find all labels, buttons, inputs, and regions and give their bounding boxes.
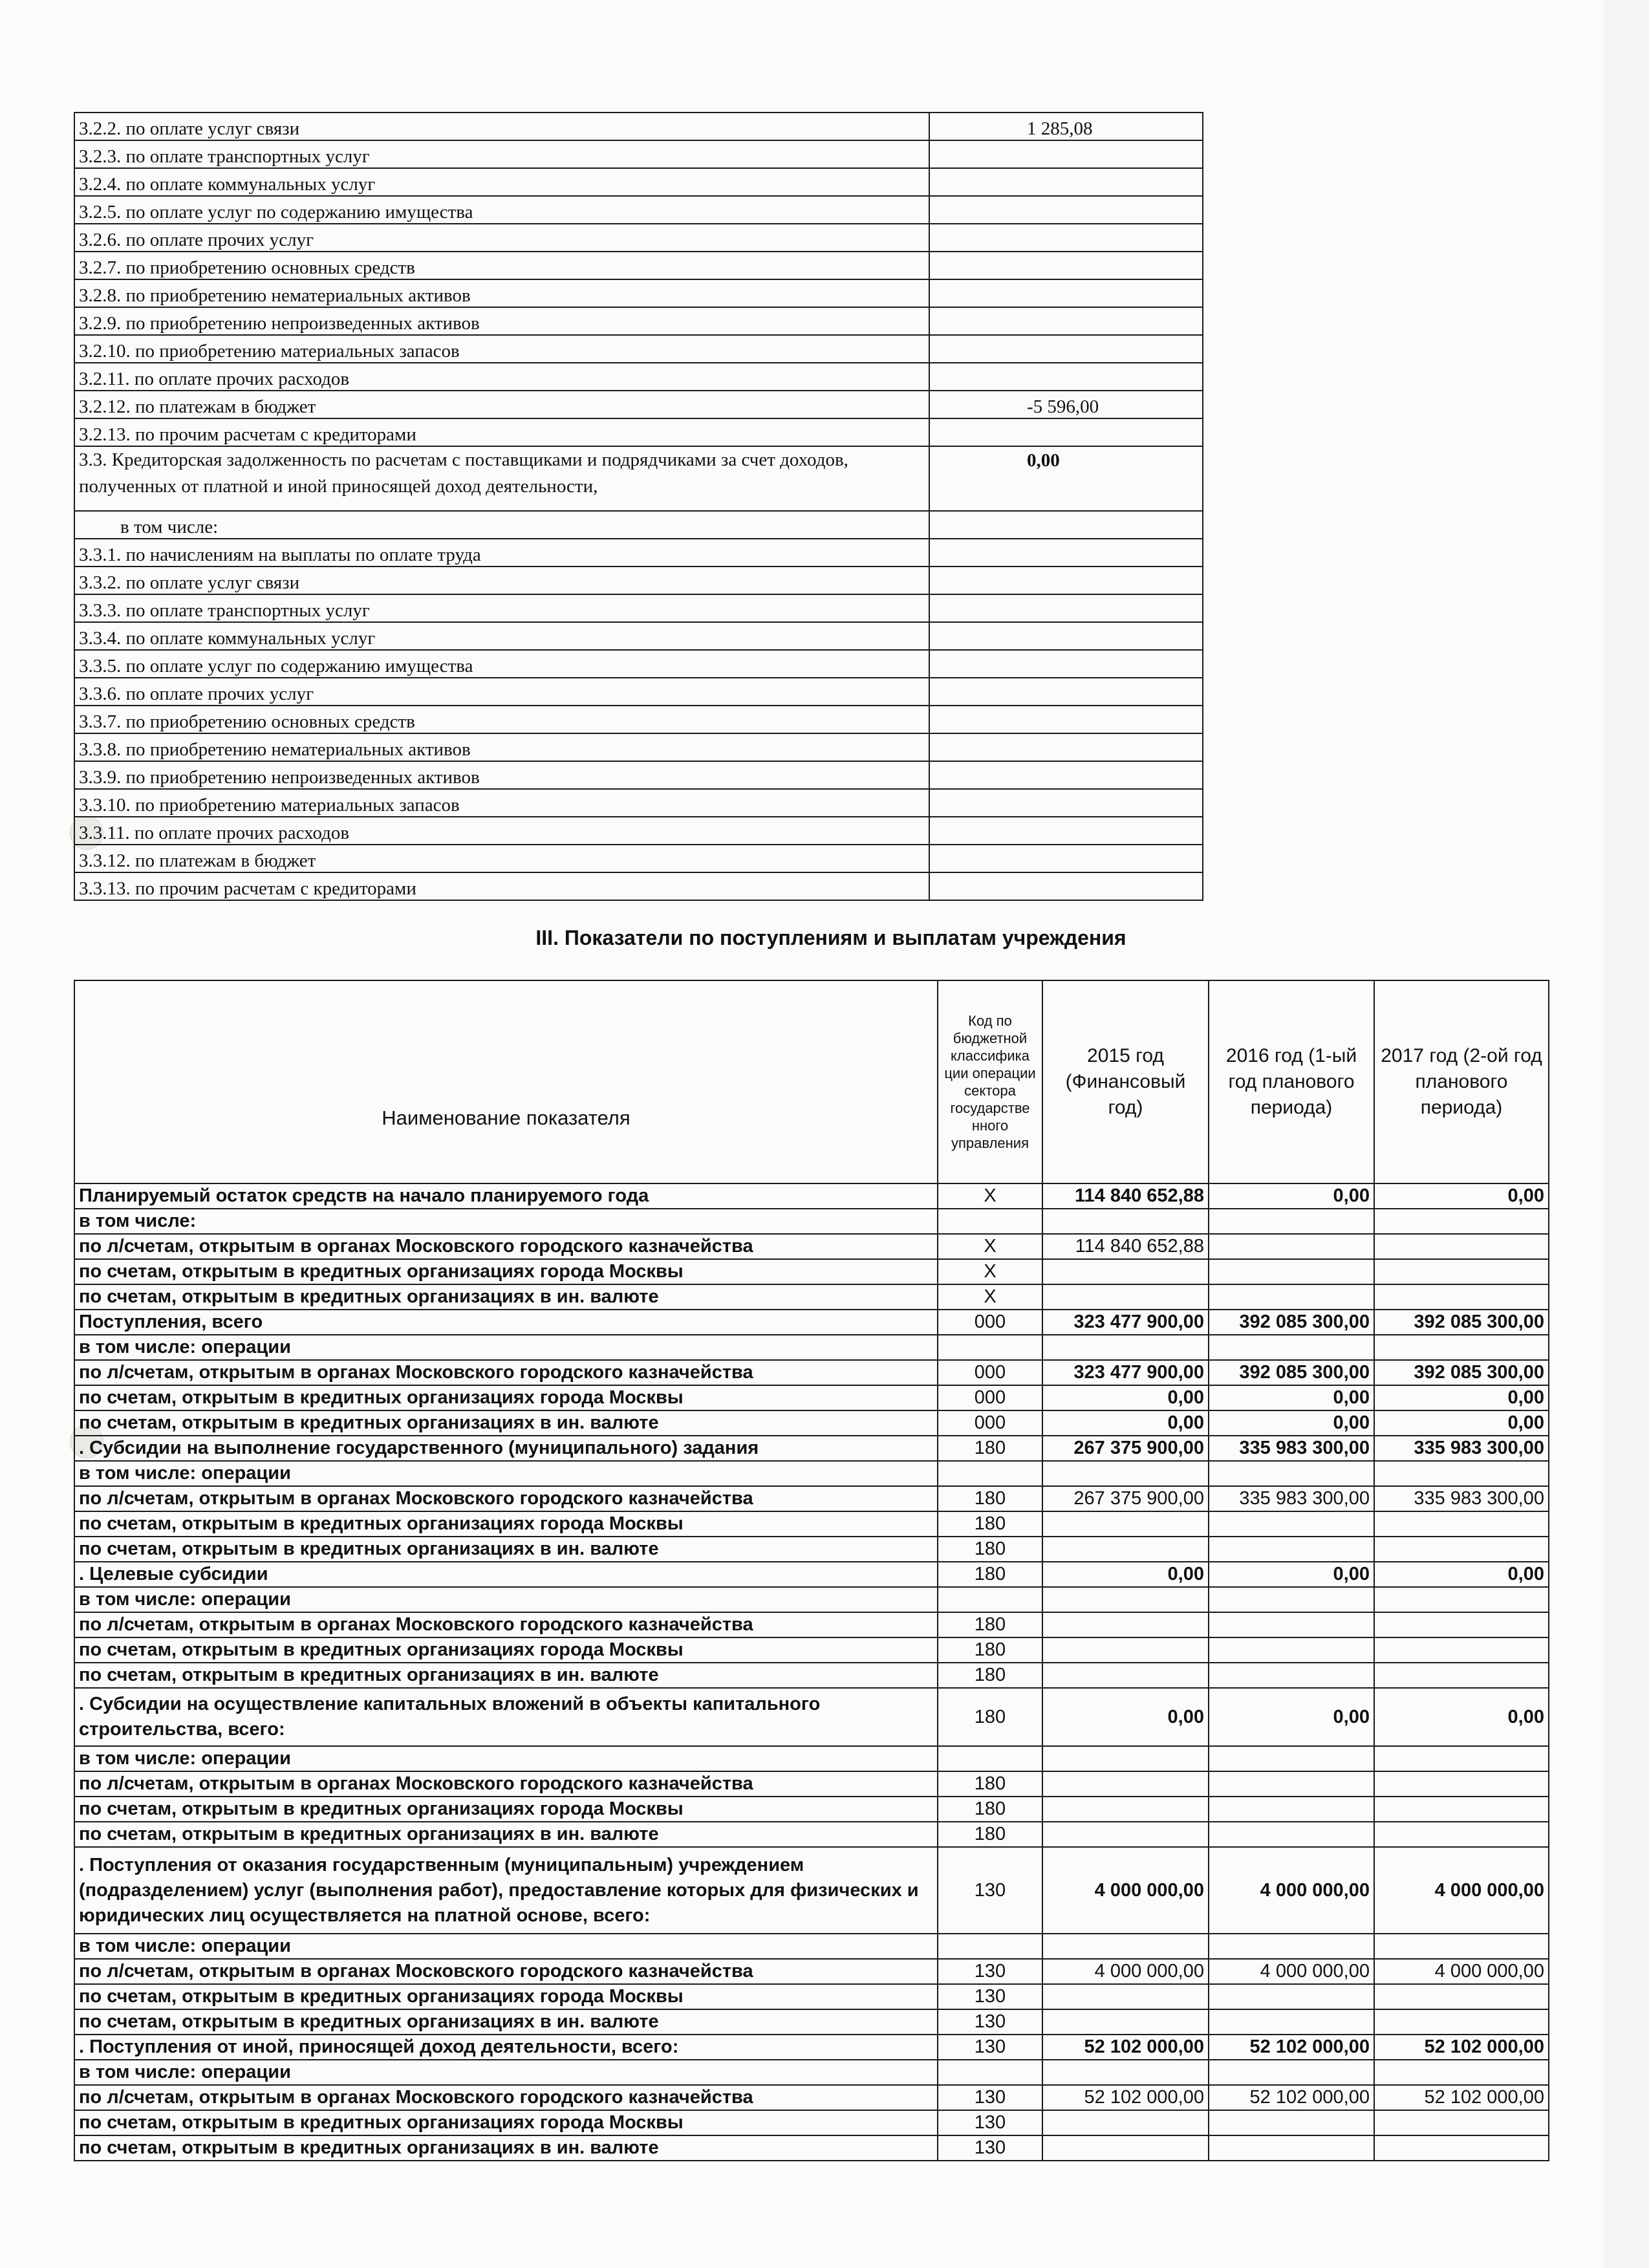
value-2015 — [1042, 1461, 1209, 1486]
row-label: 3.3.4. по оплате коммунальных услуг — [74, 622, 929, 650]
value-2016: 4 000 000,00 — [1209, 1847, 1374, 1934]
value-2015: 0,00 — [1042, 1385, 1209, 1410]
row-label: 3.3.10. по приобретению материальных запасов — [74, 789, 929, 817]
value-2016 — [1209, 1934, 1374, 1959]
value-2016: 52 102 000,00 — [1209, 2085, 1374, 2110]
row-code: 130 — [938, 2035, 1042, 2060]
table-row — [74, 594, 1203, 622]
value-2016 — [1209, 1663, 1374, 1688]
table-row — [74, 1771, 1549, 1797]
row-code: 180 — [938, 1511, 1042, 1537]
table-row — [74, 761, 1203, 789]
value-2017 — [1374, 1637, 1549, 1663]
row-value — [929, 363, 1203, 391]
value-2015: 4 000 000,00 — [1042, 1959, 1209, 1984]
row-value — [929, 140, 1203, 168]
value-2017 — [1374, 1461, 1549, 1486]
value-2017 — [1374, 1259, 1549, 1284]
value-2017 — [1374, 1209, 1549, 1234]
value-2016: 0,00 — [1209, 1562, 1374, 1587]
row-label: . Целевые субсидии — [74, 1562, 938, 1587]
value-2016 — [1209, 1612, 1374, 1637]
row-label: . Субсидии на выполнение государственного (муниципального) задания — [74, 1436, 938, 1461]
value-2017 — [1374, 1984, 1549, 2009]
table-row — [74, 1797, 1549, 1822]
row-label: в том числе: операции — [74, 1746, 938, 1771]
row-code: Х — [938, 1183, 1042, 1209]
table-row — [74, 678, 1203, 706]
row-code: 180 — [938, 1537, 1042, 1562]
value-2015: 114 840 652,88 — [1042, 1183, 1209, 1209]
value-2017: 0,00 — [1374, 1562, 1549, 1587]
row-code — [938, 2060, 1042, 2085]
row-label: по л/счетам, открытым в органах Московского городского казначейства — [74, 2085, 938, 2110]
table-row — [74, 1284, 1549, 1310]
value-2016 — [1209, 1234, 1374, 1259]
value-2017: 4 000 000,00 — [1374, 1847, 1549, 1934]
row-code: 180 — [938, 1637, 1042, 1663]
row-code: 180 — [938, 1771, 1042, 1797]
table-row — [74, 113, 1203, 140]
row-value — [929, 168, 1203, 196]
row-label: по л/счетам, открытым в органах Московского городского казначейства — [74, 1959, 938, 1984]
row-value — [929, 224, 1203, 252]
row-label: 3.2.5. по оплате услуг по содержанию имущества — [74, 196, 929, 224]
row-value: -5 596,00 — [929, 391, 1203, 418]
table-row — [74, 1461, 1549, 1486]
table-row — [74, 1934, 1549, 1959]
value-2016 — [1209, 2110, 1374, 2135]
value-2015 — [1042, 1587, 1209, 1612]
row-label: в том числе: операции — [74, 1335, 938, 1360]
value-2017 — [1374, 1746, 1549, 1771]
value-2015: 323 477 900,00 — [1042, 1310, 1209, 1335]
row-value: 1 285,08 — [929, 113, 1203, 140]
row-label: 3.3.7. по приобретению основных средств — [74, 706, 929, 733]
value-2015: 114 840 652,88 — [1042, 1234, 1209, 1259]
value-2015 — [1042, 1335, 1209, 1360]
value-2017 — [1374, 1822, 1549, 1847]
row-label: по л/счетам, открытым в органах Московского городского казначейства — [74, 1360, 938, 1385]
value-2015 — [1042, 2009, 1209, 2035]
row-label: 3.2.11. по оплате прочих расходов — [74, 363, 929, 391]
row-label: по счетам, открытым в кредитных организациях в ин. валюте — [74, 1822, 938, 1847]
row-label: по счетам, открытым в кредитных организациях города Москвы — [74, 1259, 938, 1284]
table-row — [74, 1310, 1549, 1335]
receipts-payments-table — [74, 980, 1549, 2161]
value-2016: 52 102 000,00 — [1209, 2035, 1374, 2060]
value-2017 — [1374, 1335, 1549, 1360]
value-2015: 0,00 — [1042, 1688, 1209, 1746]
value-2015 — [1042, 2060, 1209, 2085]
table-row — [74, 1335, 1549, 1360]
value-2016 — [1209, 1797, 1374, 1822]
value-2015 — [1042, 1284, 1209, 1310]
row-code: 130 — [938, 2009, 1042, 2035]
row-value — [929, 706, 1203, 733]
table-row — [74, 168, 1203, 196]
value-2016 — [1209, 2009, 1374, 2035]
table-row — [74, 1209, 1549, 1234]
table-row — [74, 140, 1203, 168]
value-2016 — [1209, 2060, 1374, 2085]
row-value — [929, 622, 1203, 650]
value-2017: 52 102 000,00 — [1374, 2085, 1549, 2110]
row-label: по счетам, открытым в кредитных организациях в ин. валюте — [74, 1410, 938, 1436]
section-title: III. Показатели по поступлениям и выплатам учреждения — [535, 926, 1126, 949]
table-row — [74, 1537, 1549, 1562]
value-2017 — [1374, 1284, 1549, 1310]
value-2015 — [1042, 1537, 1209, 1562]
row-code: 000 — [938, 1385, 1042, 1410]
row-label: в том числе: операции — [74, 2060, 938, 2085]
table-row — [74, 1959, 1549, 1984]
row-code: Х — [938, 1259, 1042, 1284]
value-2016 — [1209, 1984, 1374, 2009]
row-label: по счетам, открытым в кредитных организациях города Москвы — [74, 2110, 938, 2135]
value-2016 — [1209, 1461, 1374, 1486]
row-label: по счетам, открытым в кредитных организациях в ин. валюте — [74, 1537, 938, 1562]
table-row — [74, 1234, 1549, 1259]
table-row — [74, 1410, 1549, 1436]
value-2017 — [1374, 1587, 1549, 1612]
row-label: по счетам, открытым в кредитных организациях в ин. валюте — [74, 1663, 938, 1688]
row-value — [929, 252, 1203, 279]
row-code: 000 — [938, 1410, 1042, 1436]
row-label: . Поступления от оказания государственным (муниципальным) учреждением (подразделением) услуг (выполнения работ), предоставление которых для физических и юридических лиц осуществляется на платной основе, всего: — [74, 1847, 938, 1934]
value-2017: 0,00 — [1374, 1410, 1549, 1436]
table-row — [74, 2085, 1549, 2110]
table-row — [74, 252, 1203, 279]
value-2015 — [1042, 2110, 1209, 2135]
value-2017: 52 102 000,00 — [1374, 2035, 1549, 2060]
value-2017 — [1374, 2110, 1549, 2135]
row-label: 3.3.2. по оплате услуг связи — [74, 567, 929, 594]
value-2017: 0,00 — [1374, 1183, 1549, 1209]
value-2016 — [1209, 1637, 1374, 1663]
value-2016 — [1209, 1284, 1374, 1310]
row-label: 3.2.3. по оплате транспортных услуг — [74, 140, 929, 168]
table-row — [74, 650, 1203, 678]
value-2017 — [1374, 1934, 1549, 1959]
table-row — [74, 224, 1203, 252]
table-row — [74, 1663, 1549, 1688]
row-label: 3.3. Кредиторская задолженность по расчетам с поставщиками и подрядчиками за счет доходов, полученных от платной и иной приносящей доход деятельности, — [74, 446, 929, 511]
value-2015: 0,00 — [1042, 1410, 1209, 1436]
row-value: 0,00 — [929, 446, 1203, 511]
row-value — [929, 650, 1203, 678]
row-label: Планируемый остаток средств на начало планируемого года — [74, 1183, 938, 1209]
row-label: 3.2.12. по платежам в бюджет — [74, 391, 929, 418]
row-label: 3.2.9. по приобретению непроизведенных активов — [74, 307, 929, 335]
value-2015 — [1042, 1637, 1209, 1663]
value-2017: 392 085 300,00 — [1374, 1360, 1549, 1385]
row-code: 130 — [938, 2135, 1042, 2161]
row-label: 3.3.11. по оплате прочих расходов — [74, 817, 929, 845]
row-label: по счетам, открытым в кредитных организациях города Москвы — [74, 1797, 938, 1822]
table-row — [74, 2009, 1549, 2035]
row-code: Х — [938, 1234, 1042, 1259]
row-code — [938, 1209, 1042, 1234]
row-code — [938, 1934, 1042, 1959]
row-label: в том числе: — [74, 1209, 938, 1234]
value-2016 — [1209, 1537, 1374, 1562]
value-2015 — [1042, 1822, 1209, 1847]
table-row — [74, 1984, 1549, 2009]
table-row — [74, 1385, 1549, 1410]
value-2017 — [1374, 2060, 1549, 2085]
value-2015 — [1042, 1746, 1209, 1771]
table-row — [74, 733, 1203, 761]
value-2015: 52 102 000,00 — [1042, 2035, 1209, 2060]
row-value — [929, 567, 1203, 594]
row-label: по счетам, открытым в кредитных организациях в ин. валюте — [74, 2009, 938, 2035]
value-2016: 335 983 300,00 — [1209, 1486, 1374, 1511]
table-row — [74, 511, 1203, 539]
value-2016: 0,00 — [1209, 1385, 1374, 1410]
table-row — [74, 817, 1203, 845]
table-row — [74, 1511, 1549, 1537]
header-year-2015: 2015 год (Финансовый год) — [1042, 980, 1209, 1183]
row-label: 3.2.6. по оплате прочих услуг — [74, 224, 929, 252]
table-row — [74, 2060, 1549, 2085]
table-row — [74, 279, 1203, 307]
table-row — [74, 789, 1203, 817]
row-label: 3.3.12. по платежам в бюджет — [74, 845, 929, 872]
row-value — [929, 872, 1203, 900]
row-label: по л/счетам, открытым в органах Московского городского казначейства — [74, 1771, 938, 1797]
table-row — [74, 1562, 1549, 1587]
table-row — [74, 1587, 1549, 1612]
value-2016 — [1209, 1587, 1374, 1612]
value-2015: 267 375 900,00 — [1042, 1436, 1209, 1461]
table-row — [74, 539, 1203, 567]
value-2017: 0,00 — [1374, 1385, 1549, 1410]
value-2017 — [1374, 1771, 1549, 1797]
value-2017 — [1374, 1663, 1549, 1688]
row-label: по л/счетам, открытым в органах Московского городского казначейства — [74, 1234, 938, 1259]
row-label: 3.2.13. по прочим расчетам с кредиторами — [74, 418, 929, 446]
value-2016 — [1209, 1511, 1374, 1537]
value-2016: 0,00 — [1209, 1410, 1374, 1436]
row-code: 130 — [938, 1847, 1042, 1934]
value-2015 — [1042, 1663, 1209, 1688]
row-code: Х — [938, 1284, 1042, 1310]
row-value — [929, 817, 1203, 845]
table-row — [74, 1847, 1549, 1934]
table-row — [74, 335, 1203, 363]
row-code — [938, 1587, 1042, 1612]
value-2015: 323 477 900,00 — [1042, 1360, 1209, 1385]
table-row — [74, 391, 1203, 418]
row-code: 130 — [938, 1959, 1042, 1984]
header-year-2016: 2016 год (1-ый год планового периода) — [1209, 980, 1374, 1183]
value-2017: 4 000 000,00 — [1374, 1959, 1549, 1984]
value-2016 — [1209, 1822, 1374, 1847]
table-row — [74, 307, 1203, 335]
value-2015 — [1042, 1771, 1209, 1797]
value-2016: 392 085 300,00 — [1209, 1360, 1374, 1385]
row-label: . Поступления от иной, приносящей доход деятельности, всего: — [74, 2035, 938, 2060]
value-2015 — [1042, 2135, 1209, 2161]
row-value — [929, 789, 1203, 817]
value-2015 — [1042, 1209, 1209, 1234]
table-row — [74, 2110, 1549, 2135]
table-row — [74, 446, 1203, 511]
value-2017 — [1374, 1234, 1549, 1259]
table-row — [74, 418, 1203, 446]
row-value — [929, 307, 1203, 335]
value-2015 — [1042, 1259, 1209, 1284]
row-label: в том числе: операции — [74, 1934, 938, 1959]
row-value — [929, 845, 1203, 872]
value-2016 — [1209, 2135, 1374, 2161]
table-row — [74, 1486, 1549, 1511]
row-code: 180 — [938, 1612, 1042, 1637]
value-2016 — [1209, 1209, 1374, 1234]
table-row — [74, 1360, 1549, 1385]
value-2017: 392 085 300,00 — [1374, 1310, 1549, 1335]
value-2015 — [1042, 1984, 1209, 2009]
row-value — [929, 335, 1203, 363]
value-2016: 0,00 — [1209, 1183, 1374, 1209]
row-code — [938, 1746, 1042, 1771]
row-label: 3.2.7. по приобретению основных средств — [74, 252, 929, 279]
row-code — [938, 1335, 1042, 1360]
row-code: 180 — [938, 1562, 1042, 1587]
table-row — [74, 845, 1203, 872]
row-label: 3.3.5. по оплате услуг по содержанию имущества — [74, 650, 929, 678]
table-row — [74, 706, 1203, 733]
table-row — [74, 1822, 1549, 1847]
header-year-2017: 2017 год (2-ой год планового периода) — [1374, 980, 1549, 1183]
row-label: 3.3.6. по оплате прочих услуг — [74, 678, 929, 706]
table-row — [74, 872, 1203, 900]
value-2017 — [1374, 2009, 1549, 2035]
table-row — [74, 1183, 1549, 1209]
row-label: 3.2.4. по оплате коммунальных услуг — [74, 168, 929, 196]
value-2016 — [1209, 1746, 1374, 1771]
table-row — [74, 2035, 1549, 2060]
value-2017: 335 983 300,00 — [1374, 1436, 1549, 1461]
row-value — [929, 196, 1203, 224]
value-2016 — [1209, 1259, 1374, 1284]
row-label: по счетам, открытым в кредитных организациях города Москвы — [74, 1984, 938, 2009]
value-2015 — [1042, 1511, 1209, 1537]
table-row — [74, 1746, 1549, 1771]
row-label: 3.2.8. по приобретению нематериальных активов — [74, 279, 929, 307]
row-value — [929, 733, 1203, 761]
row-code: 000 — [938, 1310, 1042, 1335]
table-row — [74, 1436, 1549, 1461]
value-2015 — [1042, 1797, 1209, 1822]
row-label: по счетам, открытым в кредитных организациях в ин. валюте — [74, 2135, 938, 2161]
row-label: 3.3.13. по прочим расчетам с кредиторами — [74, 872, 929, 900]
table-row — [74, 363, 1203, 391]
row-code: 130 — [938, 2085, 1042, 2110]
row-code: 000 — [938, 1360, 1042, 1385]
value-2016: 392 085 300,00 — [1209, 1310, 1374, 1335]
row-label: . Субсидии на осуществление капитальных вложений в объекты капитального строительства, всего: — [74, 1688, 938, 1746]
table-row — [74, 1688, 1549, 1746]
value-2017 — [1374, 1537, 1549, 1562]
value-2016: 4 000 000,00 — [1209, 1959, 1374, 1984]
row-code: 180 — [938, 1436, 1042, 1461]
row-label: 3.3.1. по начислениям на выплаты по оплате труда — [74, 539, 929, 567]
row-label: 3.2.2. по оплате услуг связи — [74, 113, 929, 140]
row-code: 130 — [938, 2110, 1042, 2135]
row-label: по счетам, открытым в кредитных организациях города Москвы — [74, 1637, 938, 1663]
table-row — [74, 1259, 1549, 1284]
value-2016 — [1209, 1335, 1374, 1360]
row-code: 180 — [938, 1688, 1042, 1746]
value-2017 — [1374, 2135, 1549, 2161]
table-row — [74, 622, 1203, 650]
row-label: по л/счетам, открытым в органах Московского городского казначейства — [74, 1486, 938, 1511]
row-label: по счетам, открытым в кредитных организациях города Москвы — [74, 1385, 938, 1410]
row-code: 130 — [938, 1984, 1042, 2009]
row-label: по счетам, открытым в кредитных организациях города Москвы — [74, 1511, 938, 1537]
row-code — [938, 1461, 1042, 1486]
value-2015 — [1042, 1934, 1209, 1959]
table-row — [74, 2135, 1549, 2161]
table-row — [74, 1637, 1549, 1663]
value-2016 — [1209, 1771, 1374, 1797]
creditor-debt-table — [74, 112, 1203, 901]
row-code: 180 — [938, 1822, 1042, 1847]
row-value — [929, 418, 1203, 446]
row-value — [929, 279, 1203, 307]
row-label: 3.3.3. по оплате транспортных услуг — [74, 594, 929, 622]
header-indicator-name: Наименование показателя — [74, 980, 938, 1183]
row-value — [929, 511, 1203, 539]
value-2016: 335 983 300,00 — [1209, 1436, 1374, 1461]
table-row — [74, 196, 1203, 224]
value-2017: 335 983 300,00 — [1374, 1486, 1549, 1511]
row-label: в том числе: — [74, 511, 929, 539]
table-row — [74, 567, 1203, 594]
row-value — [929, 678, 1203, 706]
value-2015: 267 375 900,00 — [1042, 1486, 1209, 1511]
row-value — [929, 594, 1203, 622]
row-code: 180 — [938, 1797, 1042, 1822]
row-label: 3.3.8. по приобретению нематериальных активов — [74, 733, 929, 761]
row-label: Поступления, всего — [74, 1310, 938, 1335]
table-row — [74, 1612, 1549, 1637]
value-2015: 0,00 — [1042, 1562, 1209, 1587]
row-label: по счетам, открытым в кредитных организациях в ин. валюте — [74, 1284, 938, 1310]
value-2017 — [1374, 1797, 1549, 1822]
row-value — [929, 539, 1203, 567]
value-2017 — [1374, 1511, 1549, 1537]
value-2015: 52 102 000,00 — [1042, 2085, 1209, 2110]
row-code: 180 — [938, 1486, 1042, 1511]
row-code: 180 — [938, 1663, 1042, 1688]
value-2017: 0,00 — [1374, 1688, 1549, 1746]
row-label: 3.3.9. по приобретению непроизведенных активов — [74, 761, 929, 789]
row-label: в том числе: операции — [74, 1461, 938, 1486]
value-2017 — [1374, 1612, 1549, 1637]
row-label: в том числе: операции — [74, 1587, 938, 1612]
row-label: 3.2.10. по приобретению материальных запасов — [74, 335, 929, 363]
header-classification-code: Код по бюджетной классифика ции операции сектора государстве нного управления — [938, 980, 1042, 1183]
value-2016: 0,00 — [1209, 1688, 1374, 1746]
row-label: по л/счетам, открытым в органах Московского городского казначейства — [74, 1612, 938, 1637]
row-value — [929, 761, 1203, 789]
value-2015 — [1042, 1612, 1209, 1637]
value-2015: 4 000 000,00 — [1042, 1847, 1209, 1934]
